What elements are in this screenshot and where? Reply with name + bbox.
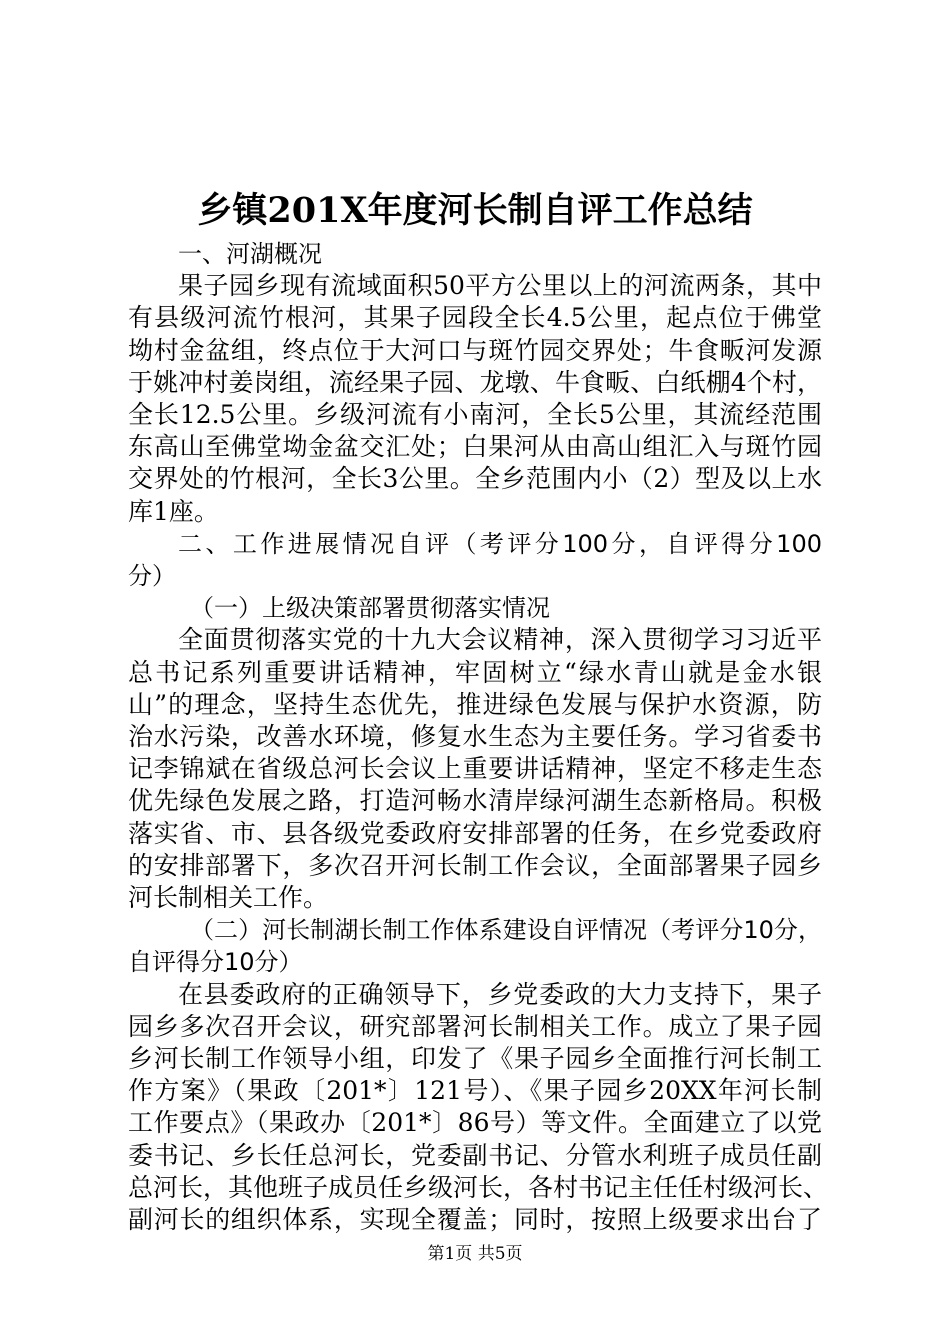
paragraph-line: 乡河长制工作领导小组，印发了《果子园乡全面推行河长制工 [128,1044,822,1073]
paragraph-line: 落实省、市、县各级党委政府安排部署的任务，在乡党委政府 [128,818,822,848]
paragraph-line: 库1座。 [128,496,219,526]
paragraph-line: 副河长的组织体系，实现全覆盖；同时，按照上级要求出台了 [128,1205,822,1234]
paragraph-line: 园乡多次召开会议，研究部署河长制相关工作。成立了果子园 [128,1011,822,1041]
paragraph-line: 委书记、乡长任总河长，党委副书记、分管水利班子成员任副 [128,1140,822,1170]
paragraph-line: 交界处的竹根河，全长3公里。全乡范围内小（2）型及以上水 [128,464,822,494]
paragraph-line: 坳村金盆组，终点位于大河口与斑竹园交界处；牛食畈河发源 [128,335,822,365]
paragraph-line: 优先绿色发展之路，打造河畅水清岸绿河湖生态新格局。积极 [128,786,822,816]
paragraph-line: 的安排部署下，多次召开河长制工作会议，全面部署果子园乡 [128,850,822,880]
paragraph-line: 东高山至佛堂坳金盆交汇处；白果河从由高山组汇入与斑竹园 [128,432,822,462]
document-title: 乡镇201X年度河长制自评工作总结 [197,190,753,231]
paragraph-line: 果子园乡现有流域面积50平方公里以上的河流两条，其中 [178,271,822,301]
paragraph-line: 总书记系列重要讲话精神，牢固树立“绿水青山就是金水银 [128,657,822,687]
paragraph-line: 全面贯彻落实党的十九大会议精神，深入贯彻学习习近平 [178,625,822,655]
paragraph-line: 有县级河流竹根河，其果子园段全长4.5公里，起点位于佛堂 [128,303,822,333]
section-heading-line: 二、工作进展情况自评（考评分100分，自评得分100 [178,529,822,558]
section-heading-line: 分） [128,562,176,590]
section-heading-line: 自评得分10分） [128,948,303,977]
section-heading-line: （一）上级决策部署贯彻落实情况 [190,594,550,623]
paragraph-line: 山”的理念，坚持生态优先，推进绿色发展与保护水资源，防 [128,689,822,719]
paragraph-line: 工作要点》（果政办〔201*〕86号）等文件。全面建立了以党 [128,1108,822,1138]
paragraph-line: 在县委政府的正确领导下，乡党委政的大力支持下，果子 [178,979,822,1009]
page-footer: 第1页 共5页 [427,1244,523,1264]
paragraph-line: 全长12.5公里。乡级河流有小南河，全长5公里，其流经范围 [128,400,822,429]
paragraph-line: 记李锦斌在省级总河长会议上重要讲话精神，坚定不移走生态 [128,754,822,784]
paragraph-line: 总河长，其他班子成员任乡级河长，各村书记主任任村级河长、 [128,1172,829,1202]
section-heading-line: （二）河长制湖长制工作体系建设自评情况（考评分10分， [190,916,822,945]
paragraph-line: 于姚冲村姜岗组，流经果子园、龙墩、牛食畈、白纸棚4个村， [128,367,822,397]
paragraph-line: 河长制相关工作。 [128,883,329,912]
section-heading-line: 一、河湖概况 [178,240,322,268]
paragraph-line: 治水污染，改善水环境，修复水生态为主要任务。学习省委书 [128,722,822,751]
paragraph-line: 作方案》（果政〔201*〕121号）、《果子园乡20XX年河长制 [128,1076,822,1106]
